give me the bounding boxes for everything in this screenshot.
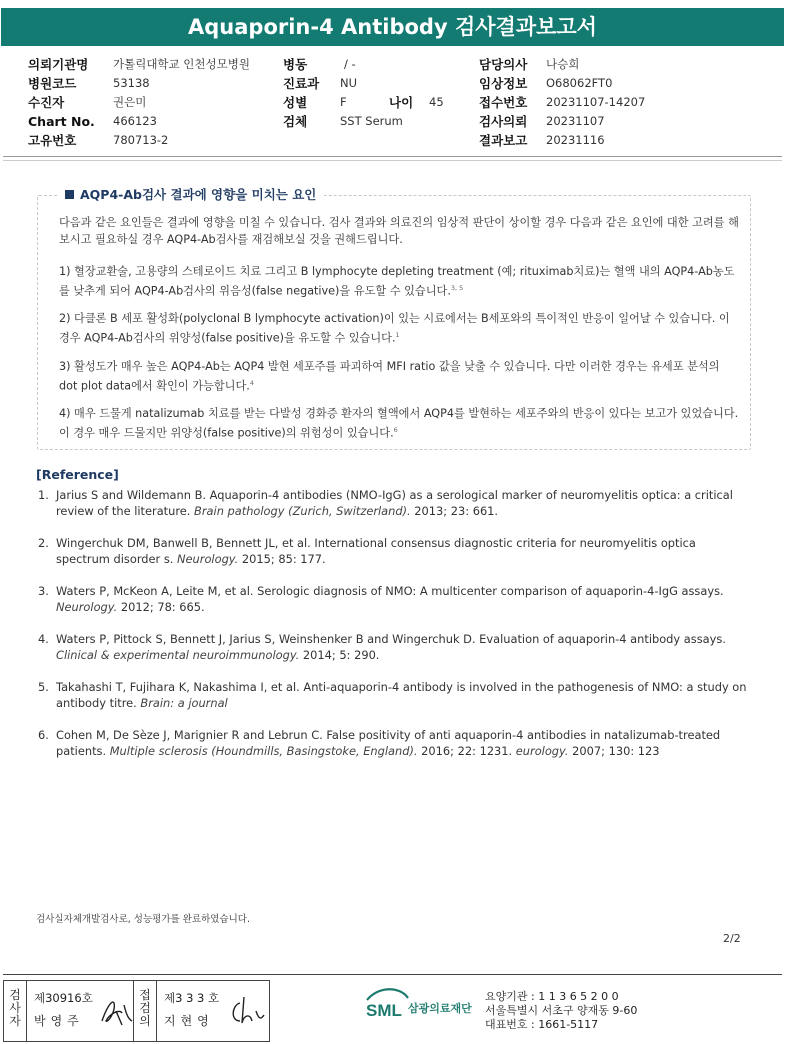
reference-heading: [Reference] — [36, 467, 119, 482]
factor-item-ref: 6 — [393, 426, 398, 434]
report-title: Aquaporin-4 Antibody 검사결과보고서 — [1, 8, 784, 46]
footer-divider — [3, 974, 782, 975]
header-divider — [3, 156, 782, 157]
chart-no-value: 466123 — [113, 114, 157, 128]
reviewer-label: 접 검 의 — [139, 988, 151, 1028]
reference-text: Waters P, Pittock S, Bennett J, Jarius S, Weinshenker B and Wingerchuk D. Evaluation of aquaporin-4 antibody assays. — [56, 632, 726, 646]
reference-item-3 — [38, 583, 753, 615]
reviewer-signature — [226, 991, 266, 1031]
specimen-value: SST Serum — [340, 114, 403, 128]
reference-journal: Multiple sclerosis (Houndmills, Basingstoke, England). — [109, 744, 418, 758]
factor-item-3 — [59, 358, 741, 395]
tester-name: 박영주 — [34, 1014, 84, 1028]
lab-address: 서울특별시 서초구 양재동 9-60 — [485, 1004, 638, 1017]
reference-item-6 — [38, 727, 753, 759]
request-date-value: 20231107 — [546, 114, 605, 128]
institution-label: 의뢰기관명 — [28, 57, 89, 72]
hospital-code-label: 병원코드 — [28, 76, 77, 91]
page-number: 2/2 — [723, 932, 741, 945]
reference-tail: 2013; 23: 661. — [410, 504, 499, 518]
reference-journal: Neurology. — [177, 552, 239, 566]
reference-journal-2: eurology. — [515, 744, 569, 758]
dept-label: 진료과 — [283, 76, 320, 91]
reference-journal: Clinical & experimental neuroimmunology. — [56, 648, 300, 662]
reference-number: 2. — [38, 536, 49, 550]
factor-item-text: 3) 활성도가 매우 높은 AQP4-Ab는 AQP4 발현 세포주를 파괴하여 MFI ratio 값을 낮출 수 있습니다. 다만 이러한 경우는 유세포 분석의 dot plot data에서 확인이 가능합니다. — [59, 360, 720, 393]
reference-number: 3. — [38, 584, 49, 598]
lab-brand: SML — [366, 1001, 402, 1020]
square-bullet-icon — [65, 190, 74, 199]
reference-journal: Neurology. — [56, 600, 118, 614]
reference-text: Waters P, McKeon A, Leite M, et al. Serologic diagnosis of NMO: A multicenter comparison of aquaporin-4-IgG assays. — [56, 584, 724, 598]
reference-number: 6. — [38, 728, 49, 742]
report-date-label: 결과보고 — [479, 133, 528, 148]
recipient-label: 수진자 — [28, 95, 65, 110]
tester-label: 검 사 자 — [9, 988, 21, 1028]
factors-intro: 다음과 같은 요인들은 결과에 영향을 미칠 수 있습니다. 검사 결과와 의료진의 임상적 판단이 상이할 경우 다음과 같은 요인에 대한 고려를 해 보시고 필요하실 경우 AQP4-Ab검사를 재검해보실 것을 권해드립니다. — [59, 216, 739, 246]
reference-journal: Brain: a journal — [140, 696, 228, 710]
reference-item-5 — [38, 679, 753, 711]
reviewer-number: 제3 3 3 호 — [164, 991, 220, 1005]
reviewer-name: 지현영 — [164, 1014, 214, 1028]
hospital-code-value: 53138 — [113, 76, 150, 90]
lab-code: 요양기관 : 1 1 3 6 5 2 0 0 — [485, 990, 619, 1003]
sex-label: 성별 — [283, 95, 308, 110]
tester-signature — [96, 991, 136, 1031]
reference-text: Cohen M, De Sèze J, Marignier R and Lebrun C. False positivity of anti aquaporin-4 antibodies in natalizumab-treated patients. — [56, 728, 721, 758]
lab-phone: 대표번호 : 1661-5117 — [485, 1018, 599, 1031]
factor-item-2 — [59, 310, 741, 347]
specimen-label: 검체 — [283, 114, 308, 129]
factor-item-1 — [59, 263, 741, 300]
sex-value: F — [340, 95, 347, 109]
report-date-value: 20231116 — [546, 133, 605, 147]
chart-no-label: Chart No. — [28, 114, 95, 129]
reference-tail-2: 2007; 130: 123 — [568, 744, 660, 758]
clinical-info-value: O68062FT0 — [546, 76, 613, 90]
tester-number: 제30916호 — [34, 991, 93, 1005]
reference-tail: 2012; 78: 665. — [117, 600, 205, 614]
age-label: 나이 — [389, 95, 414, 110]
factor-item-text: 4) 매우 드물게 natalizumab 치료를 받는 다발성 경화증 환자의 혈액에서 AQP4를 발현하는 세포주와의 반응이 있다는 보고가 있었습니다. 이 경우 매우 드물지만 위양성(false positive)의 위험성이 있습니다. — [59, 407, 739, 440]
clinical-info-label: 임상정보 — [479, 76, 528, 91]
reference-journal: Brain pathology (Zurich, Switzerland). — [194, 504, 411, 518]
reference-number: 1. — [38, 488, 49, 502]
unique-no-label: 고유번호 — [28, 133, 77, 148]
reference-item-2 — [38, 535, 753, 567]
dept-value: NU — [340, 76, 358, 90]
factor-item-text: 2) 다클론 B 세포 활성화(polyclonal B lymphocyte activation)이 있는 시료에서는 B세포와의 특이적인 반응이 일어날 수 있습니다. 이 경우 AQP4-Ab검사의 위양성(false positive)을 유도할 수 있습니다. — [59, 312, 730, 345]
reference-tail: 2014; 5: 290. — [299, 648, 380, 662]
ward-label: 병동 — [283, 57, 308, 72]
factor-item-ref: 1 — [395, 331, 400, 339]
lab-name: 삼광의료재단 — [408, 1002, 472, 1015]
age-value: 45 — [429, 95, 444, 109]
ward-value: / - — [344, 57, 356, 71]
reference-tail: 2015; 85: 177. — [238, 552, 326, 566]
signature-box — [3, 980, 270, 1042]
reference-item-1 — [38, 487, 753, 519]
reference-text: Wingerchuk DM, Banwell B, Bennett JL, et al. International consensus diagnostic criteria for neuromyelitis optica spectrum disorder s. — [56, 536, 696, 566]
factor-item-text: 1) 혈장교환술, 고용량의 스테로이드 치료 그리고 B lymphocyte depleting treatment (예; rituximab치료)는 혈액 내의 AQP4-Ab농도를 낮추게 되어 AQP4-Ab검사의 위음성(false negative)을 유도할 수 있습니다. — [59, 265, 735, 298]
recipient-value: 권은미 — [113, 95, 147, 109]
factors-title-text: AQP4-Ab검사 결과에 영향을 미치는 요인 — [80, 187, 317, 202]
reference-number: 4. — [38, 632, 49, 646]
reference-tail: 2016; 22: 1231. — [417, 744, 516, 758]
doctor-value: 나승희 — [546, 57, 580, 71]
institution-value: 가톨릭대학교 인천성모병원 — [113, 57, 250, 71]
factor-item-4 — [59, 405, 741, 442]
validation-note: 검사실자체개발검사로, 성능평가를 완료하였습니다. — [36, 914, 250, 925]
doctor-label: 담당의사 — [479, 57, 528, 72]
reference-text: Takahashi T, Fujihara K, Nakashima I, et al. Anti-aquaporin-4 antibody is involved in the pathogenesis of NMO: a study on antibody titre. — [56, 680, 747, 710]
request-date-label: 검사의뢰 — [479, 114, 528, 129]
factors-title — [57, 186, 324, 203]
receipt-no-label: 접수번호 — [479, 95, 528, 110]
header-divider-thin — [3, 160, 782, 161]
reference-item-4 — [38, 631, 753, 663]
reference-number: 5. — [38, 680, 49, 694]
unique-no-value: 780713-2 — [113, 133, 169, 147]
factor-item-ref: 4 — [249, 379, 254, 387]
factor-item-ref: 3, 5 — [450, 284, 464, 292]
receipt-no-value: 20231107-14207 — [546, 95, 646, 109]
reference-text: Jarius S and Wildemann B. Aquaporin-4 antibodies (NMO-IgG) as a serological marker of neuromyelitis optica: a critical review of the literature. — [56, 488, 733, 518]
